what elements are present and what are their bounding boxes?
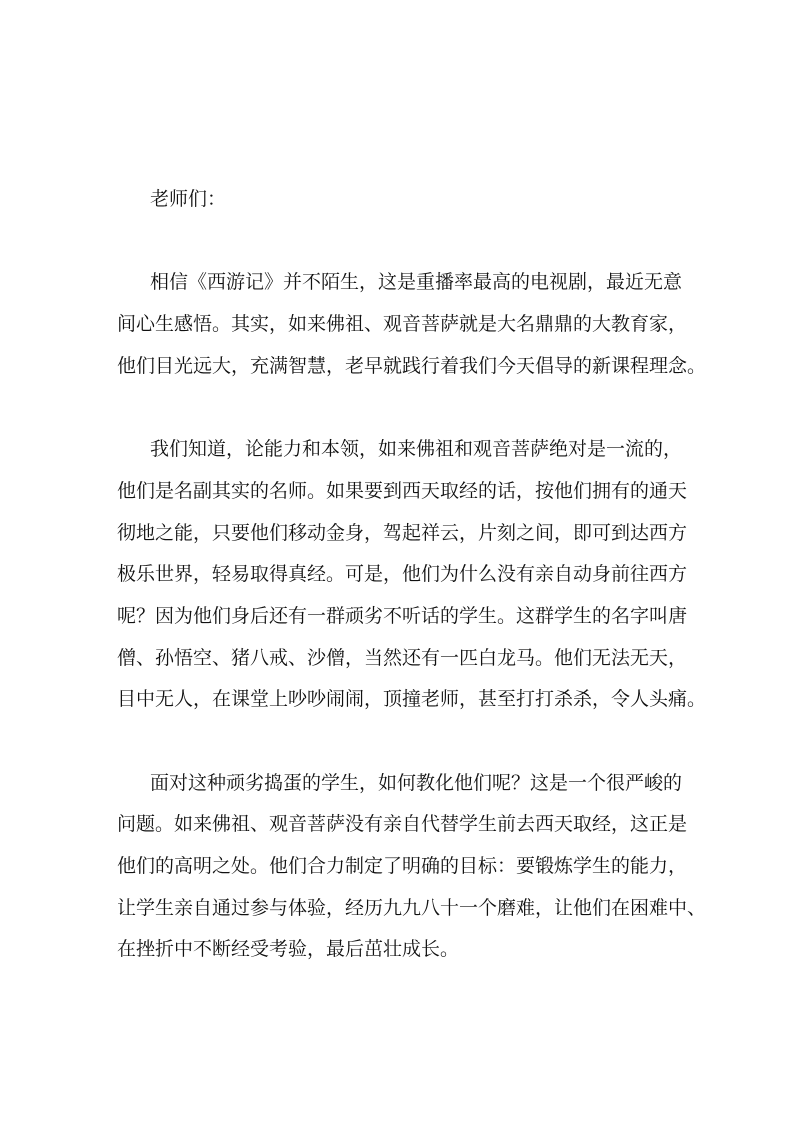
paragraph bbox=[117, 763, 707, 971]
paragraph-line: 僧、孙悟空、猪八戒、沙僧，当然还有一匹白龙马。他们无法无天， bbox=[117, 646, 688, 669]
paragraph bbox=[117, 262, 707, 387]
paragraph-line: 他们的高明之处。他们合力制定了明确的目标：要锻炼学生的能力， bbox=[117, 855, 688, 877]
greeting bbox=[117, 179, 677, 221]
paragraph-line: 他们是名副其实的名师。如果要到西天取经的话，按他们拥有的通天 bbox=[117, 479, 688, 502]
paragraph bbox=[117, 429, 707, 721]
document-page bbox=[117, 179, 707, 1013]
paragraph-line: 极乐世界，轻易取得真经。可是，他们为什么没有亲自动身前往西方 bbox=[117, 563, 688, 586]
paragraph-line: 目中无人，在课堂上吵吵闹闹，顶撞老师，甚至打打杀杀，令人头痛。 bbox=[117, 688, 707, 711]
paragraph-line: 我们知道，论能力和本领，如来佛祖和观音菩萨绝对是一流的， bbox=[150, 438, 683, 461]
paragraph-line: 面对这种顽劣捣蛋的学生，如何教化他们呢？这是一个很严峻的 bbox=[150, 771, 683, 794]
paragraph-line: 彻地之能，只要他们移动金身，驾起祥云，片刻之间，即可到达西方 bbox=[117, 521, 688, 544]
paragraph-line: 呢？因为他们身后还有一群顽劣不听话的学生。这群学生的名字叫唐 bbox=[117, 604, 688, 627]
paragraph-line: 问题。如来佛祖、观音菩萨没有亲自代替学生前去西天取经，这正是 bbox=[117, 813, 688, 836]
document-body bbox=[117, 262, 707, 971]
paragraph-line: 他们目光远大，充满智慧，老早就践行着我们今天倡导的新课程理念。 bbox=[117, 354, 707, 377]
paragraph-line: 相信《西游记》并不陌生，这是重播率最高的电视剧，最近无意 bbox=[150, 271, 683, 294]
paragraph-line: 让学生亲自通过参与体验，经历九九八十一个磨难，让他们在困难中、 bbox=[117, 896, 707, 919]
paragraph-line: 在挫折中不断经受考验，最后茁壮成长。 bbox=[117, 938, 460, 961]
greeting-text: 老师们： bbox=[150, 188, 227, 210]
paragraph-line: 间心生感悟。其实，如来佛祖、观音菩萨就是大名鼎鼎的大教育家， bbox=[117, 313, 688, 336]
